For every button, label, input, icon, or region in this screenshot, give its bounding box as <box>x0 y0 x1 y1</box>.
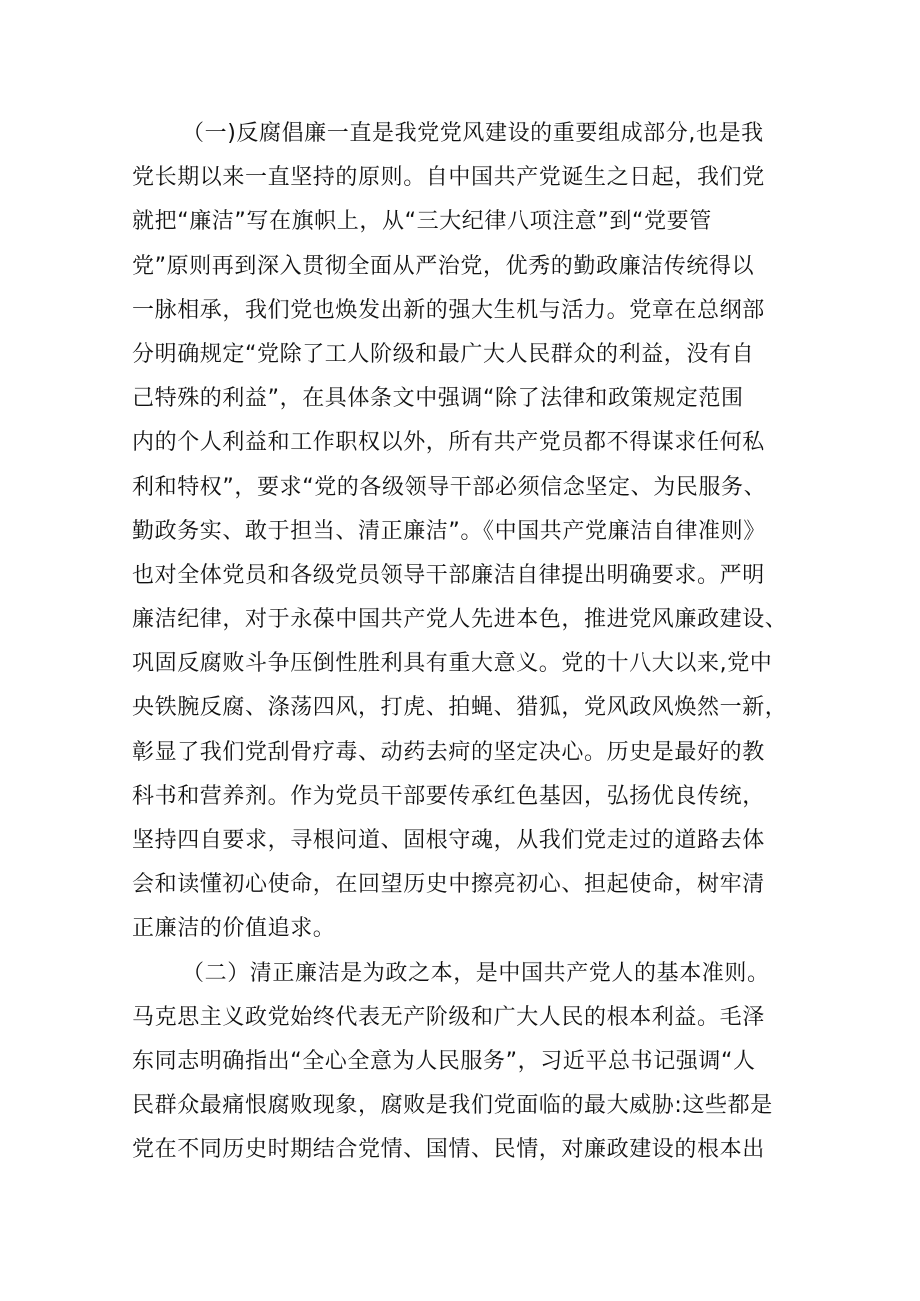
paragraph-1-line: 党”原则再到深入贯彻全面从严治党，优秀的勤政廉洁传统得以 <box>132 253 755 279</box>
paragraph-1-line: 彰显了我们党刮骨疗毒、动药去疴的坚定决心。历史是最好的教 <box>132 739 765 765</box>
paragraph-1-line: 分明确规定“党除了工人阶级和最广大人民群众的利益，没有自 <box>132 341 755 367</box>
paragraph-1-line: 就把“廉洁”写在旗帜上，从“三大纪律八项注意”到“党要管 <box>132 209 712 235</box>
paragraph-2-line: 民群众最痛恨腐败现象，腐败是我们党面临的最大威胁:这些都是 <box>132 1093 773 1119</box>
paragraph-1-line: 勤政务实、敢于担当、清正廉洁”。《中国共产党廉洁自律准则》 <box>132 518 766 544</box>
paragraph-2-line: 马克思主义政党始终代表无产阶级和广大人民的根本利益。毛泽 <box>132 1004 765 1030</box>
paragraph-1-line: 巩固反腐败斗争压倒性胜利具有重大意义。党的十八大以来,党中 <box>132 651 773 677</box>
paragraph-2-line: 党在不同历史时期结合党情、国情、民情，对廉政建设的根本出 <box>132 1137 765 1163</box>
paragraph-1-line: 党长期以来一直坚持的原则。自中国共产党诞生之日起，我们党 <box>132 165 765 191</box>
paragraph-1-line: 己特殊的利益”，在具体条文中强调“除了法律和政策规定范围 <box>132 386 744 412</box>
paragraph-1-line: （一)反腐倡廉一直是我党党风建设的重要组成部分,也是我 <box>182 121 764 146</box>
document-body <box>132 112 792 1173</box>
paragraph-1-line: 内的个人利益和工作职权以外，所有共产党员都不得谋求任何私 <box>132 430 765 456</box>
paragraph-2-line: 东同志明确指出“全心全意为人民服务”，习近平总书记强调“人 <box>132 1048 756 1074</box>
paragraph-1-line: 一脉相承，我们党也焕发出新的强大生机与活力。党章在总纲部 <box>132 297 765 323</box>
paragraph-1-line: 科书和营养剂。作为党员干部要传承红色基因，弘扬优良传统， <box>132 783 765 809</box>
paragraph-1-line: 正廉洁的价值追求。 <box>132 916 336 942</box>
paragraph-1-line: 廉洁纪律，对于永葆中国共产党人先进本色，推进党风廉政建设、 <box>132 607 788 633</box>
paragraph-2-line: （二）清正廉洁是为政之本，是中国共产党人的基本准则。 <box>182 960 770 986</box>
paragraph-1-line: 利和特权”，要求“党的各级领导干部必须信念坚定、为民服务、 <box>132 474 767 500</box>
paragraph-1-line: 也对全体党员和各级党员领导干部廉洁自律提出明确要求。严明 <box>132 562 765 588</box>
paragraph-1-line: 央铁腕反腐、涤荡四风，打虎、拍蝇、猎狐，党风政风焕然一新， <box>132 695 788 721</box>
paragraph-1-line: 坚持四自要求，寻根问道、固根守魂，从我们党走过的道路去体 <box>132 828 765 853</box>
paragraph-1-line: 会和读懂初心使命，在回望历史中擦亮初心、担起使命，树牢清 <box>132 872 765 898</box>
